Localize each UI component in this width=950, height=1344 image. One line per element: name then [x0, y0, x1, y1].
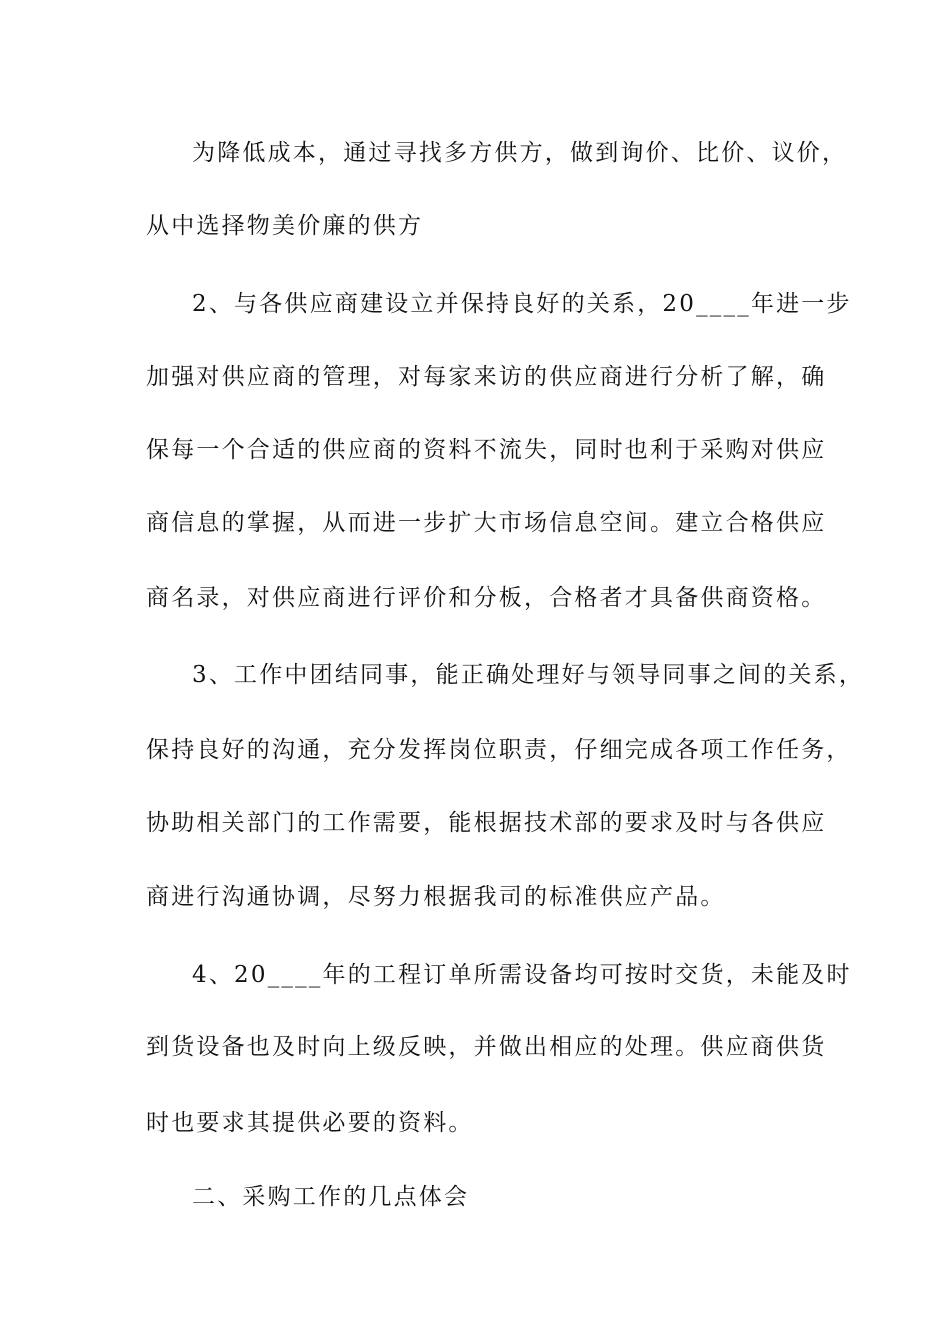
text-line: 商名录，对供应商进行评价和分板，合格者才具备供商资格。: [146, 585, 827, 611]
section-heading: 二、采购工作的几点体会: [192, 1184, 470, 1210]
text-line: 到货设备也及时向上级反映，并做出相应的处理。供应商供货: [146, 1034, 827, 1060]
text-line: 为降低成本，通过寻找多方供方，做到询价、比价、议价，: [192, 140, 848, 166]
text-line: 保每一个合适的供应商的资料不流失，同时也利于采购对供应: [146, 437, 827, 463]
text-line: 3、工作中团结同事，能正确处理好与领导同事之间的关系，: [192, 662, 865, 688]
text-line: 协助相关部门的工作需要，能根据技术部的要求及时与各供应: [146, 810, 827, 836]
text-line: 4、20____年的工程订单所需设备均可按时交货，未能及时: [192, 962, 852, 988]
text-line: 保持良好的沟通，充分发挥岗位职责，仔细完成各项工作任务，: [146, 737, 852, 763]
text-line: 从中选择物美价廉的供方: [146, 213, 424, 239]
text-line: 2、与各供应商建设立并保持良好的关系，20____年进一步: [192, 291, 852, 317]
text-line: 商信息的掌握，从而进一步扩大市场信息空间。建立合格供应: [146, 510, 827, 536]
text-line: 时也要求其提供必要的资料。: [146, 1110, 474, 1136]
text-line: 加强对供应商的管理，对每家来访的供应商进行分析了解，确: [146, 364, 827, 390]
text-line: 商进行沟通协调，尽努力根据我司的标准供应产品。: [146, 884, 726, 910]
